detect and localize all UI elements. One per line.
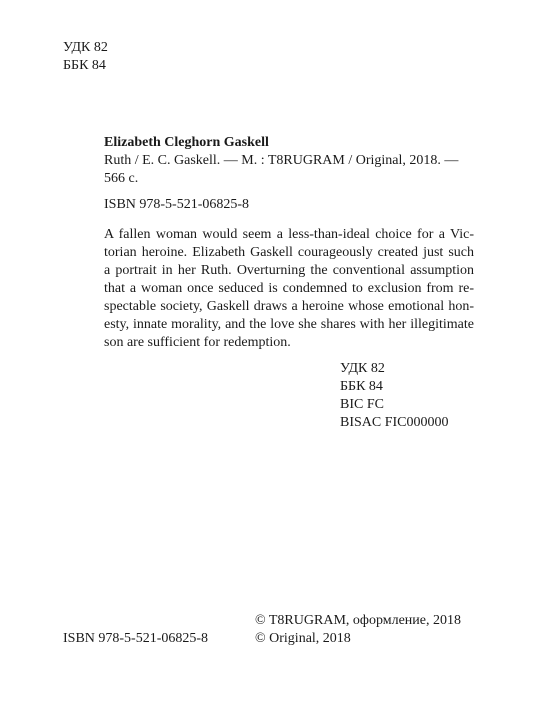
- top-classification-codes: [63, 39, 183, 75]
- bbk-code: ББК 84: [63, 58, 106, 73]
- copyright-original: © Original, 2018: [255, 631, 351, 646]
- bic-code: BIC FC: [340, 397, 384, 412]
- citation-line: Ruth / E. C. Gaskell. — M. : T8RUGRAM / Original, 2018. —: [104, 153, 459, 168]
- citation-line: 566 c.: [104, 171, 139, 186]
- copyright-publisher: © T8RUGRAM, оформление, 2018: [255, 613, 462, 628]
- footer-isbn: ISBN 978-5-521-06825-8: [63, 631, 209, 646]
- isbn-record: ISBN 978-5-521-06825-8: [104, 197, 250, 212]
- annotation-line: that a woman once seduced is condemned to exclusion from re-: [104, 281, 474, 296]
- annotation-line: son are sufficient for redemption.: [104, 335, 291, 350]
- annotation-paragraph: [104, 226, 474, 352]
- annotation-line: torian heroine. Elizabeth Gaskell courageously created just such: [104, 245, 474, 260]
- author-name: Elizabeth Cleghorn Gaskell: [104, 135, 269, 150]
- copyright-block: [255, 612, 495, 648]
- annotation-line: a portrait in her Ruth. Overturning the conventional assumption: [104, 263, 474, 278]
- udk-code: УДК 82: [63, 40, 108, 55]
- citation-record: [104, 152, 470, 188]
- udk-code: УДК 82: [340, 361, 385, 376]
- classification-codes: [340, 360, 480, 432]
- annotation-line: spectable society, Gaskell draws a heroine whose emotional hon-: [104, 299, 474, 314]
- bisac-code: BISAC FIC000000: [340, 415, 449, 430]
- annotation-line: esty, innate morality, and the love she shares with her illegitimate: [104, 317, 474, 332]
- bbk-code: ББК 84: [340, 379, 383, 394]
- annotation-line: A fallen woman would seem a less-than-ideal choice for a Vic-: [104, 227, 474, 242]
